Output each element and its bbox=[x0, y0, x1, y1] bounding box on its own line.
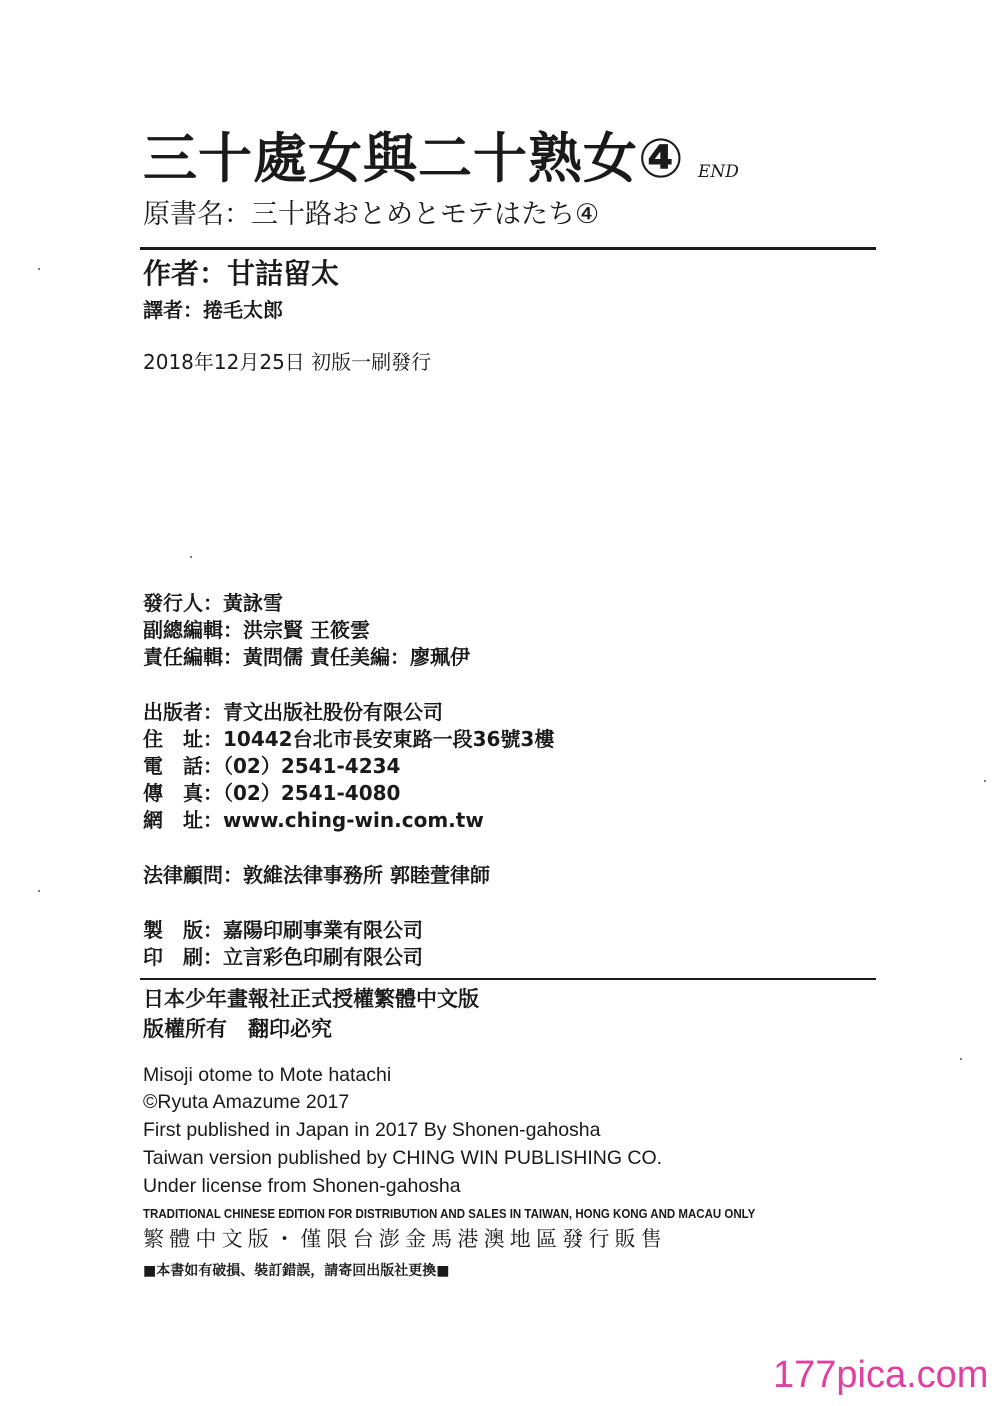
english-title: Misoji otome to Mote hatachi bbox=[143, 1064, 392, 1086]
staff-publisher-person: 發行人：黃詠雪 bbox=[143, 591, 283, 615]
english-first-published: First published in Japan in 2017 By Shonen-gahosha bbox=[143, 1119, 601, 1141]
scan-speck bbox=[960, 1058, 962, 1060]
printer: 印 刷：立言彩色印刷有限公司 bbox=[143, 945, 423, 969]
scan-speck bbox=[38, 890, 40, 892]
scan-speck bbox=[38, 268, 40, 270]
site-watermark: 177pica.com bbox=[773, 1354, 989, 1396]
publisher-address: 住 址：10442台北市長安東路一段36號3樓 bbox=[143, 727, 555, 751]
original-title: 原書名：三十路おとめとモテはたち④ bbox=[143, 199, 600, 230]
authorization-statement: 日本少年畫報社正式授權繁體中文版 bbox=[143, 986, 479, 1011]
english-license: Under license from Shonen-gahosha bbox=[143, 1175, 461, 1197]
staff-deputy-editor: 副總編輯：洪宗賢 王筱雲 bbox=[143, 618, 370, 642]
publisher-phone: 電 話：（02）2541-4234 bbox=[143, 754, 401, 778]
copyright-statement: 版權所有 翻印必究 bbox=[143, 1016, 332, 1041]
staff-editor: 責任編輯：黃問儒 責任美編：廖珮伊 bbox=[143, 645, 470, 669]
damage-notice: ■本書如有破損、裝訂錯誤，請寄回出版社更換■ bbox=[143, 1263, 450, 1279]
distribution-notice-en: TRADITIONAL CHINESE EDITION FOR DISTRIBUTION AND SALES IN TAIWAN, HONG KONG AND MACAU ONLY bbox=[143, 1207, 756, 1221]
publisher-fax: 傳 真：（02）2541-4080 bbox=[143, 781, 401, 805]
end-mark: END bbox=[698, 162, 739, 182]
legal-counsel: 法律顧問：敦維法律事務所 郭睦萱律師 bbox=[143, 863, 490, 887]
header-rule bbox=[140, 247, 876, 250]
author-credit: 作者：甘詰留太 bbox=[143, 257, 340, 290]
platemaking: 製 版：嘉陽印刷事業有限公司 bbox=[143, 918, 423, 942]
english-taiwan-version: Taiwan version published by CHING WIN PUBLISHING CO. bbox=[143, 1147, 663, 1169]
book-title: 三十處女與二十熟女④ bbox=[143, 127, 685, 190]
scan-speck bbox=[190, 556, 192, 558]
publisher-name: 出版者：青文出版社股份有限公司 bbox=[143, 700, 443, 724]
edition-date: 2018年12月25日 初版一刷發行 bbox=[143, 350, 432, 374]
publisher-website: 網 址：www.ching-win.com.tw bbox=[143, 808, 484, 832]
scan-speck bbox=[984, 780, 986, 782]
translator-credit: 譯者：捲毛太郎 bbox=[143, 298, 283, 322]
authorization-rule bbox=[140, 978, 876, 980]
distribution-notice-zh: 繁體中文版・僅限台澎金馬港澳地區發行販售 bbox=[143, 1227, 667, 1251]
english-copyright: ©Ryuta Amazume 2017 bbox=[143, 1091, 350, 1113]
